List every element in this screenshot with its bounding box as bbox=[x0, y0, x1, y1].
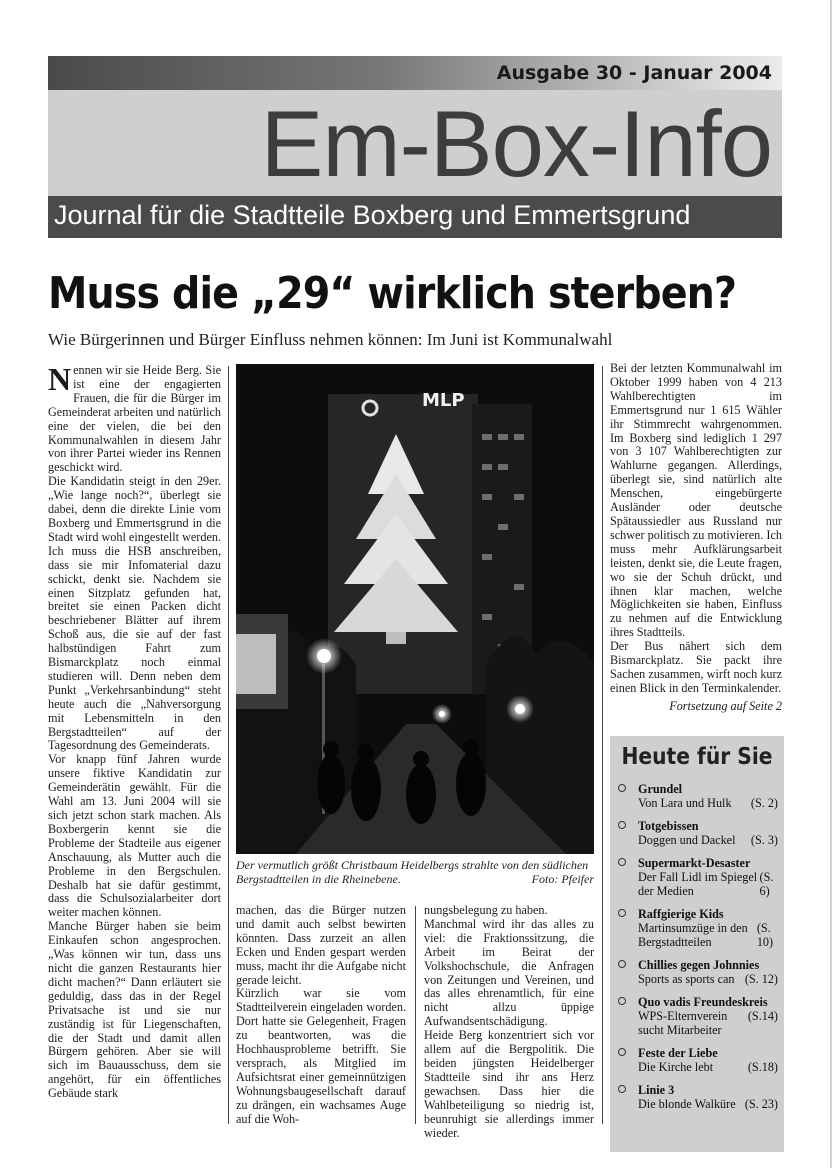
list-item: Quo vadis Freundeskreis WPS-Elternverein sucht Mitarbeiter (S.14) bbox=[618, 995, 778, 1037]
photo-credit: Foto: Pfeifer bbox=[531, 872, 594, 886]
article-headline: Muss die „29“ wirklich sterben? bbox=[48, 268, 737, 319]
paragraph: machen, das die Bürger nutzen und damit auch selbst bewirten könnten. Dass zurzeit an allen Ecken und Enden gespart werden muss, macht ihr die Aufgabe nicht gerade leicht. bbox=[236, 903, 406, 987]
paragraph: Nennen wir sie Heide Berg. Sie ist eine der engagierten Frauen, die für die Bürger im Gemeinderat arbeiten und natürlich eine der vielen, die bei den Kommunalwahlen in diesem Jahr von ihrer Partei wieder ins Rennen geschickt wird. bbox=[48, 361, 221, 475]
sidebar-title: Heute für Sie bbox=[621, 744, 773, 770]
bullet-icon bbox=[618, 784, 626, 792]
continued-note: Fortsetzung auf Seite 2 bbox=[669, 698, 782, 713]
bullet-icon bbox=[618, 997, 626, 1005]
list-item: Supermarkt-Desaster Der Fall Lidl im Spiegel der Medien (S. 6) bbox=[618, 856, 778, 898]
paragraph: Die Kandidatin steigt in den 29er. „Wie lange noch?“, überlegt sie dabei, denn die direkte Linie vom Boxberg und Emmertsgrund in die Stadt wird wohl eingestellt werden. Ich muss die HSB anschreiben, dass sie mir Infomaterial dazu schickt, denkt sie. Nachdem sie einen Sitzplatz gefunden hat, breitet sie einen Packen dicht beschriebener Blätter auf ihrem Schoß aus, die sie auf der fast halbstündigen Fahrt zum Bismarckplatz noch einmal studieren will. Denn neben dem Punkt „Verkehrsanbindung“ steht heute auch die „Nahversorgung mit Lebensmitteln in den Bergstadtteilen“ auf der Tagesordnung des Gemeinderats. bbox=[48, 474, 221, 753]
column-rule bbox=[415, 906, 416, 1124]
bullet-icon bbox=[618, 1085, 626, 1093]
list-item: Feste der Liebe Die Kirche lebt (S.18) bbox=[618, 1046, 778, 1074]
bullet-icon bbox=[618, 1048, 626, 1056]
masthead-title: Em-Box-Info bbox=[260, 91, 772, 196]
caption-text: Der vermutlich größt Christbaum Heidelbergs strahlte von den südlichen Bergstadtteilen in die Rheinebene. bbox=[236, 858, 589, 886]
bullet-icon bbox=[618, 821, 626, 829]
list-item: Raffgierige Kids Martinsumzüge in den Bergstadtteilen (S. 10) bbox=[618, 907, 778, 949]
issue-label: Ausgabe 30 - Januar 2004 bbox=[496, 62, 772, 84]
building-sign: MLP bbox=[422, 390, 465, 411]
masthead-subtitle: Journal für die Stadtteile Boxberg und Emmertsgrund bbox=[54, 200, 691, 230]
contents-list bbox=[618, 782, 778, 1120]
drop-cap: N bbox=[48, 361, 72, 397]
issue-bar bbox=[48, 56, 782, 90]
column-rule bbox=[602, 366, 603, 1124]
article-subhead: Wie Bürgerinnen und Bürger Einfluss nehmen können: Im Juni ist Kommunalwahl bbox=[48, 330, 613, 349]
paragraph: Kürzlich war sie vom Stadtteilverein eingeladen worden. Dort hatte sie Gelegenheit, Fragen zu beantworten, was die Hochhausprobleme betrifft. Sie versprach, als Mitglied im Aufsichtsrat einer gemeinnützigen Wohnungsbaugesellschaft darauf zu drängen, ein wachsames Auge auf die Woh- bbox=[236, 986, 406, 1126]
list-item: Totgebissen Doggen und Dackel (S. 3) bbox=[618, 819, 778, 847]
paragraph: Vor knapp fünf Jahren wurde unsere fiktive Kandidatin zur Gemeinderätin gewählt. Für die Wahl am 13. Juni 2004 will sie sich jetzt schon stark machen. Als Boxbergerin kennt sie die Probleme der Stadteile aus eigener Anschauung, als Mutter auch die Probleme in den Bergschulen. Deshalb hat sie dafür gestimmt, dass die Schulsozialarbeiter dort weiter machen können. bbox=[48, 752, 221, 920]
list-item: Linie 3 Die blonde Walküre (S. 23) bbox=[618, 1083, 778, 1111]
bullet-icon bbox=[618, 960, 626, 968]
column-rule bbox=[228, 366, 229, 1124]
masthead bbox=[48, 90, 782, 196]
article-column-4 bbox=[610, 362, 782, 714]
article-column-2 bbox=[236, 904, 406, 1127]
paragraph: Der Bus nähert sich dem Bismarckplatz. Sie packt ihre Sachen zusammen, wirft noch kurz einen Blick in den Terminkalender. bbox=[610, 639, 782, 695]
paragraph: Heide Berg konzentriert sich vor allem auf die Bergpolitik. Die beiden jüngsten Heidelberger Stadtteile sind ihr ans Herz gewachsen. Dass hier die Wahlbeteiligung so niedrig ist, beunruhigt sie allerdings immer wieder. bbox=[424, 1028, 594, 1140]
bullet-icon bbox=[618, 909, 626, 917]
paragraph: Bei der letzten Kommunalwahl im Oktober 1999 haben von 4 213 Wahlberechtigten im Emmertsgrund nur 1 615 Wähler ihr Stimmrecht wahrgenommen. Im Boxberg sind lediglich 1 297 von 3 107 Wahlberechtigten zur Wahlurne gegangen. Allerdings, überlegt sie, sind natürlich alte Menschen, eingebürgerte Ausländer oder deutsche Spätaussiedler aus Russland nur schwer politisch zu motivieren. Ich muss mehr Aufklärungsarbeit leisten, denkt sie, die Leute fragen, wo sie der Schuh drückt, und ihnen klar machen, welche Möglichkeiten sie haben, Einfluss zu nehmen auf die Entwicklung ihres Stadtteils. bbox=[610, 361, 782, 640]
article-photo bbox=[236, 364, 594, 854]
paragraph: Manchmal wird ihr das alles zu viel: die Fraktionssitzung, die Arbeit im Beirat der Volkshochschule, die Anfragen von Zeitungen und Vereinen, und das alles ehrenamtlich, für eine nicht allzu üppige Aufwandsentschädigung. bbox=[424, 916, 594, 1029]
paragraph: Manche Bürger haben sie beim Einkaufen schon angesprochen. „Was können wir tun, dass uns nicht die ganzen Restaurants hier dicht machen?“ Dann erläutert sie geduldig, dass das in der Regel Privatsache ist und sie nur zuständig ist für Liegenschaften, die der Stadt und damit allen Bürgern gehören. Aber sie will sich im Bauausschuss, dem sie angehört, für ein öffentliches Gebäude stark bbox=[48, 919, 221, 1101]
masthead-subtitle-bar bbox=[48, 196, 782, 238]
christmas-tree-tower-image bbox=[236, 364, 594, 854]
photo-caption bbox=[236, 858, 594, 886]
article-column-1 bbox=[48, 361, 221, 1101]
list-item: Grundel Von Lara und Hulk (S. 2) bbox=[618, 782, 778, 810]
article-column-3 bbox=[424, 904, 594, 1140]
paragraph: nungsbelegung zu haben. bbox=[424, 903, 548, 917]
contents-sidebar bbox=[610, 736, 784, 1152]
bullet-icon bbox=[618, 858, 626, 866]
list-item: Chillies gegen Johnnies Sports as sports can (S. 12) bbox=[618, 958, 778, 986]
